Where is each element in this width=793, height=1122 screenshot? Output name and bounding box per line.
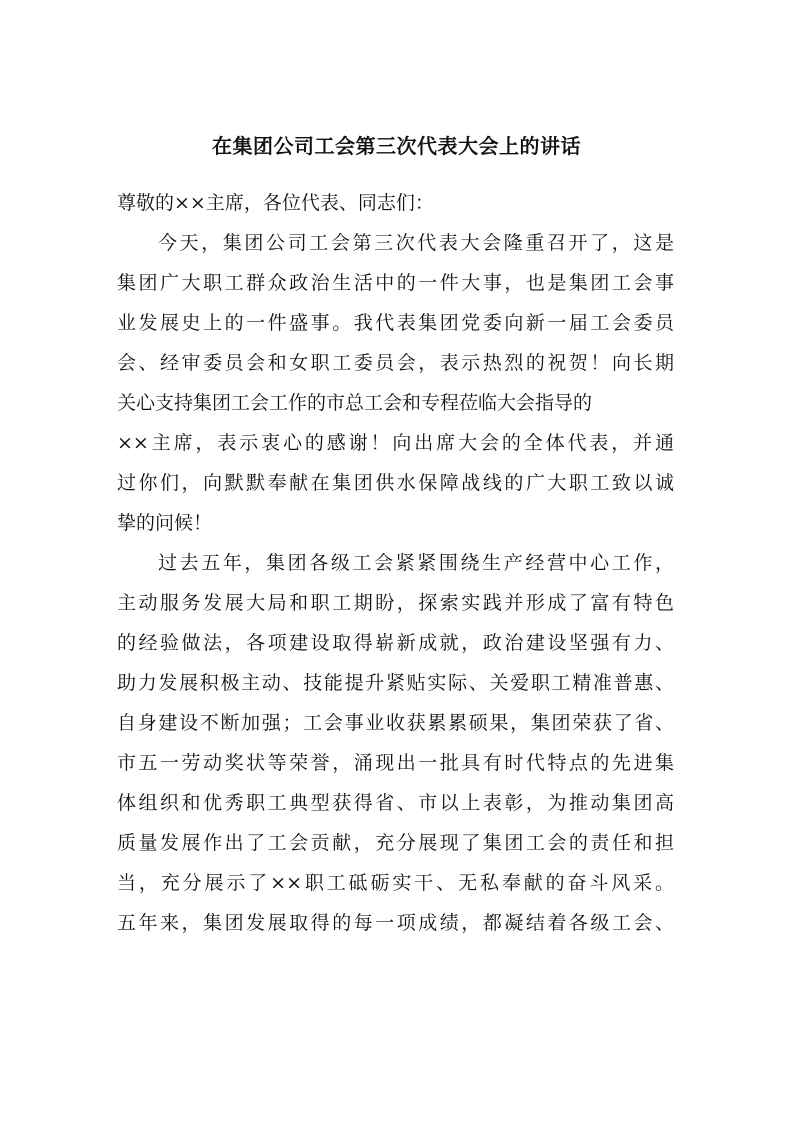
body-line [0, 750, 793, 776]
body-line-text: 当，充分展示了××职工砥砺实干、无私奉献的奋斗风采。 [117, 872, 674, 894]
body-line [0, 590, 793, 616]
body-line [0, 230, 793, 256]
body-line [0, 830, 793, 856]
body-line-text: 市五一劳动奖状等荣誉，涌现出一批具有时代特点的先进集 [117, 752, 674, 774]
body-line-text: 挚的问候！ [117, 512, 213, 534]
body-line [0, 670, 793, 696]
body-line [0, 910, 793, 936]
body-line-text: 质量发展作出了工会贡献，充分展现了集团工会的责任和担 [117, 832, 674, 854]
body-line-text: 自身建设不断加强；工会事业收获累累硕果，集团荣获了省、 [117, 712, 674, 734]
body-line-text: 过去五年，集团各级工会紧紧围绕生产经营中心工作， [158, 552, 674, 574]
body-line-text: ××主席，表示衷心的感谢！向出席大会的全体代表，并通 [117, 432, 674, 454]
body-line-text: 今天，集团公司工会第三次代表大会隆重召开了，这是 [158, 232, 674, 254]
body-line-text: 业发展史上的一件盛事。我代表集团党委向新一届工会委员 [117, 312, 674, 334]
body-line-text: 关心支持集团工会工作的市总工会和专程莅临大会指导的 [117, 392, 593, 414]
body-line [0, 550, 793, 576]
body-line-text: 过你们，向默默奉献在集团供水保障战线的广大职工致以诚 [117, 472, 674, 494]
body-line-text: 的经验做法，各项建设取得崭新成就，政治建设坚强有力、 [117, 632, 674, 654]
body-line [0, 710, 793, 736]
document-title: 在集团公司工会第三次代表大会上的讲话 [212, 134, 581, 158]
body-line [0, 430, 793, 456]
body-line [0, 870, 793, 896]
body-line-text: 五年来，集团发展取得的每一项成绩，都凝结着各级工会、 [117, 912, 674, 934]
body-line [0, 390, 793, 416]
body-line-text: 会、经审委员会和女职工委员会，表示热烈的祝贺！向长期 [117, 352, 674, 374]
body-line [0, 790, 793, 816]
body-line-text: 主动服务发展大局和职工期盼，探索实践并形成了富有特色 [117, 592, 674, 614]
salutation-line [0, 190, 793, 216]
body-line [0, 270, 793, 296]
body-line-text: 集团广大职工群众政治生活中的一件大事，也是集团工会事 [117, 272, 674, 294]
body-line-text: 体组织和优秀职工典型获得省、市以上表彰，为推动集团高 [117, 792, 674, 814]
salutation-text: 尊敬的××主席，各位代表、同志们： [117, 192, 434, 214]
body-line-text: 助力发展积极主动、技能提升紧贴实际、关爱职工精准普惠、 [117, 672, 674, 694]
body-line [0, 510, 793, 536]
body-line [0, 470, 793, 496]
body-line [0, 310, 793, 336]
body-line [0, 630, 793, 656]
body-line [0, 350, 793, 376]
